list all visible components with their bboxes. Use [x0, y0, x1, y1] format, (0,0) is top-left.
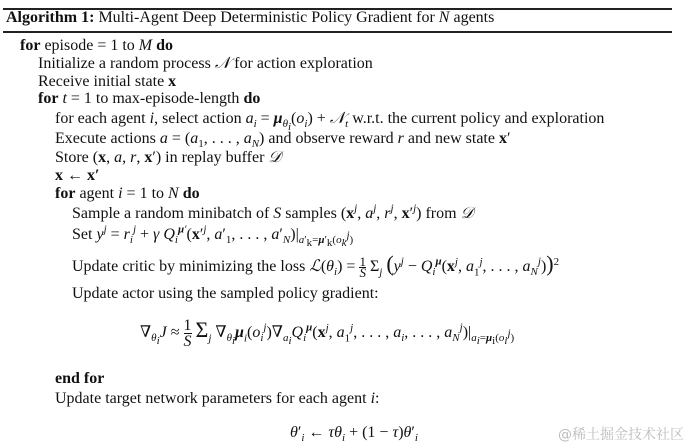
line-receive: Receive initial state x: [38, 73, 177, 90]
line-for-agent: for agent i = 1 to N do: [55, 185, 200, 202]
algorithm-title: Algorithm 1: Multi-Agent Deep Deterministic Policy Gradient for N agents: [6, 9, 495, 26]
watermark: @稀土掘金技术社区: [558, 427, 684, 443]
line-update-target: Update target network parameters for each agent i:: [55, 390, 380, 407]
title-rule: [3, 31, 672, 33]
line-store: Store (x, a, r, x′) in replay buffer 𝒟: [55, 149, 282, 166]
line-assign: x ← x′: [55, 167, 100, 184]
gradient-equation: $\nabla_{\theta_i}J$ ≈ $\frac{1}{S}$ $\Sigma_j$ $\nabla_{\theta_i}\mu_i(o_i^j)\nabla_{a_i}Q_i^\mu(x^j$, $a_1^j$, . . . , $a_i$, . . . , $a_N^j)|_{a_i=\mu_i(o_i^j)}$: [140, 317, 515, 350]
target-update-equation: $\theta'_i$ ← $\tau\theta_i + (1 - \tau)\theta'_i$: [290, 424, 418, 445]
line-actor: Update actor using the sampled policy gradient:: [72, 285, 379, 302]
line-end-for: end for: [55, 370, 105, 387]
line-execute: Execute actions $a = (a_1$, . . . , $a_N$) and observe reward r and new state x′: [55, 130, 511, 151]
line-sample: Sample a random minibatch of S samples ($x^j$, $a^j$, $r^j$, $x'^j$) from 𝒟: [72, 202, 474, 222]
line-critic: Update critic by minimizing the loss $ℒ(\theta_i)$ = $\frac{1}{S}$ $\Sigma_j$ ($y^j - Q_i^\mu(x^j$, $a_1^j$, . . . , $a_N^j))^2$: [72, 251, 560, 280]
line-select: for each agent i, select action $a_i = \mu_{\theta_i}(o_i)$ + 𝒩$_t$ w.r.t. the current policy and exploration: [55, 110, 605, 134]
line-for-episode: for episode = 1 to M do: [20, 37, 174, 54]
line-set-y: Set $y^j = r_i^j + \gamma$ $Q_i^{\mu'}(x'^j$, $a'_1$, . . . , $a'_N)|_{a'_k=\mu'_k(o_k^j)}$: [72, 223, 354, 250]
line-init: Initialize a random process 𝒩 for action exploration: [38, 55, 373, 72]
line-for-t: for t = 1 to max-episode-length do: [38, 90, 261, 107]
